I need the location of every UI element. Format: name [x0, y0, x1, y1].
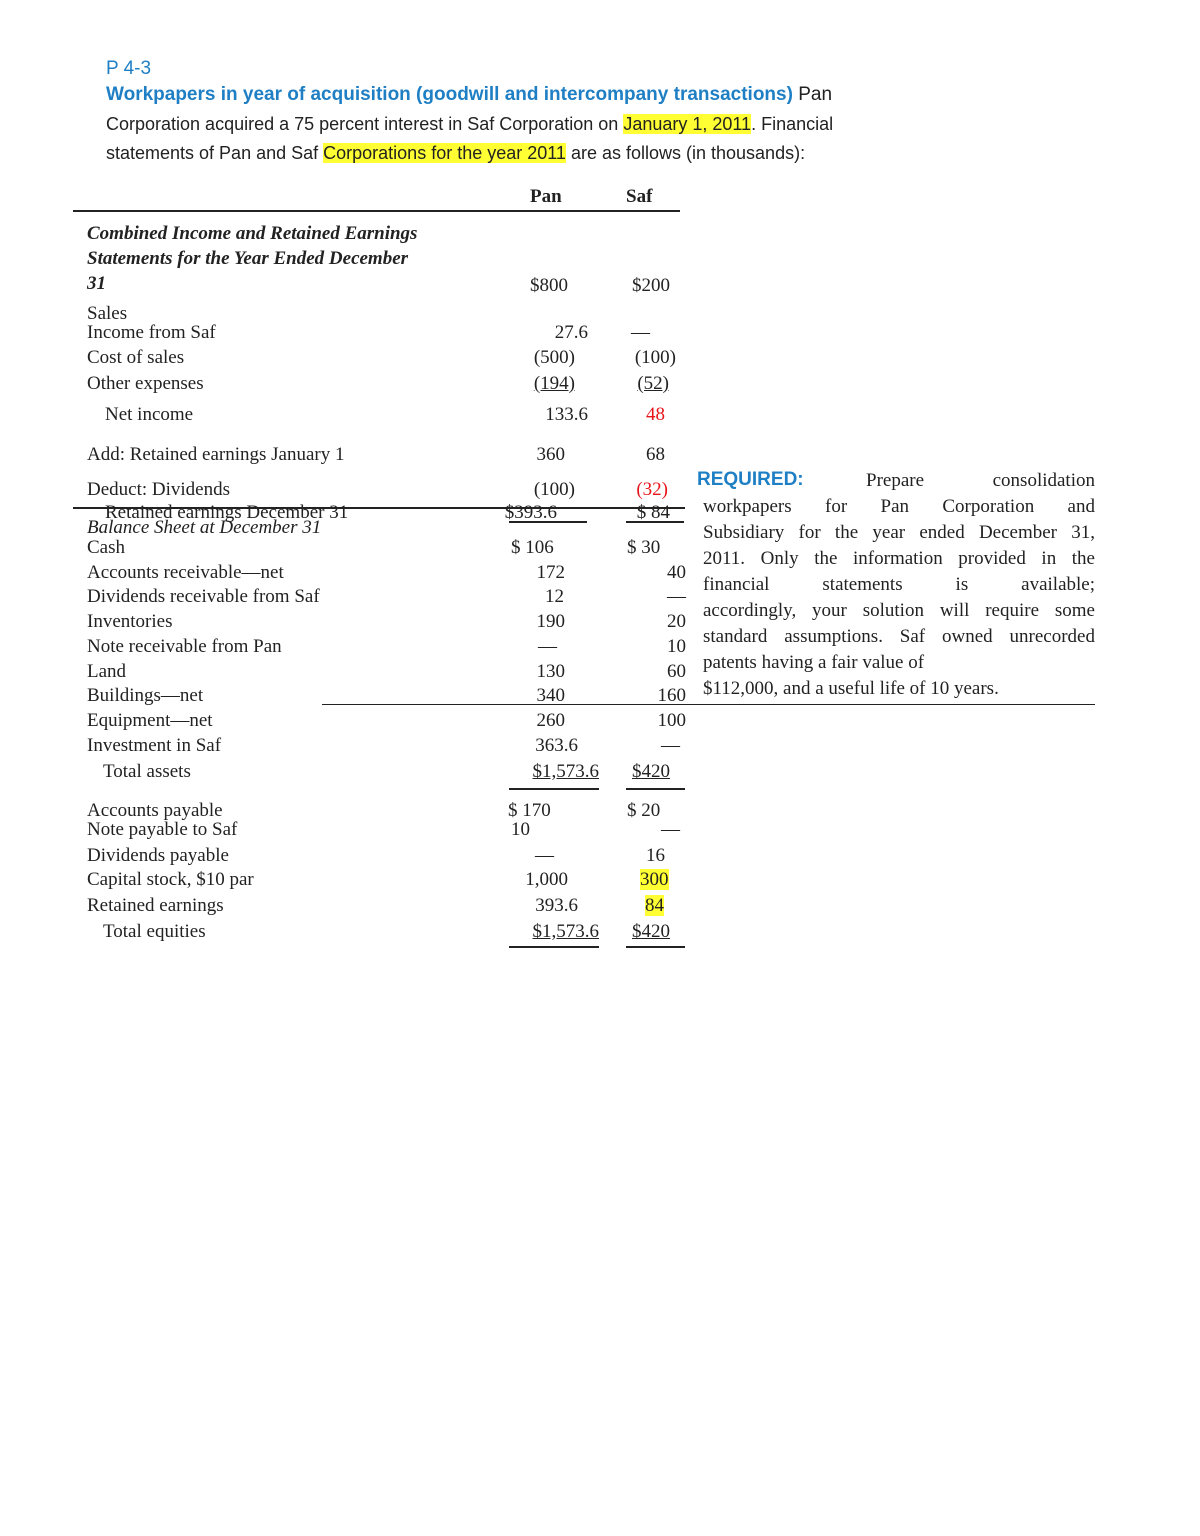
- saf-value: 68: [646, 444, 665, 465]
- saf-value: (100): [634, 347, 676, 368]
- pan-value: $800: [530, 275, 568, 296]
- pan-retained-dec31: $393.6: [504, 502, 557, 523]
- required-line: accordingly, your solution will require some: [703, 600, 1095, 621]
- problem-heading-line: [106, 84, 832, 106]
- required-line: patents having a fair value of: [703, 652, 925, 673]
- intro-text: Corporation acquired a 75 percent interest in Saf Corporation on: [106, 114, 624, 134]
- row-label: Net income: [105, 404, 194, 425]
- saf-double-rule: [626, 788, 685, 790]
- intro-text: . Financial: [751, 114, 834, 134]
- row-label-retained-dec31: Retained earnings December 31: [105, 502, 349, 523]
- saf-value: —: [661, 819, 680, 840]
- row-label: Dividends payable: [87, 845, 229, 866]
- intro-line-3: [106, 143, 805, 164]
- highlight: 300: [640, 869, 669, 890]
- row-label: Inventories: [87, 611, 173, 632]
- balance-heading: Balance Sheet at December 31: [87, 517, 322, 538]
- intro-line-2: [106, 114, 833, 135]
- row-label: Deduct: Dividends: [87, 479, 231, 500]
- saf-value: 20: [667, 611, 686, 632]
- column-header-saf: Saf: [626, 186, 653, 207]
- pan-double-rule: [509, 521, 587, 523]
- row-label: Land: [87, 661, 127, 682]
- row-label: Cash: [87, 537, 125, 558]
- row-label: Sales: [87, 303, 128, 324]
- saf-value: [640, 869, 669, 891]
- income-heading-line: Combined Income and Retained Earnings: [87, 223, 418, 244]
- row-label: Add: Retained earnings January 1: [87, 444, 345, 465]
- pan-value: $ 170: [508, 800, 551, 821]
- saf-value: —: [661, 735, 680, 756]
- row-label: Equipment—net: [87, 710, 213, 731]
- pan-value: 12: [545, 586, 564, 607]
- row-label: Investment in Saf: [87, 735, 222, 756]
- pan-value: $1,573.6: [532, 761, 599, 782]
- pan-value: 393.6: [535, 895, 578, 916]
- row-label: Total assets: [103, 761, 191, 782]
- saf-value: 16: [646, 845, 665, 866]
- pan-value: 260: [536, 710, 565, 731]
- row-label: Dividends receivable from Saf: [87, 586, 320, 607]
- saf-value: 100: [657, 710, 686, 731]
- saf-double-rule: [626, 946, 685, 948]
- pan-value: 363.6: [535, 735, 578, 756]
- pan-value: 190: [536, 611, 565, 632]
- pan-value: $1,573.6: [532, 921, 599, 942]
- section-rule: [73, 507, 685, 509]
- header-rule: [73, 210, 680, 212]
- row-label: Income from Saf: [87, 322, 216, 343]
- row-label: Cost of sales: [87, 347, 185, 368]
- intro-text: statements of Pan and Saf: [106, 143, 324, 163]
- row-label: Accounts receivable—net: [87, 562, 284, 583]
- row-label: Retained earnings: [87, 895, 224, 916]
- row-label: Note payable to Saf: [87, 819, 238, 840]
- pan-value: 133.6: [545, 404, 588, 425]
- required-line: standard assumptions. Saf owned unrecorded: [703, 626, 1095, 647]
- saf-retained-dec31: $ 84: [636, 502, 670, 523]
- required-line: financial statements is available;: [703, 574, 1095, 595]
- problem-heading: Workpapers in year of acquisition (goodwill and intercompany transactions): [106, 84, 793, 105]
- date-highlight: January 1, 2011: [623, 114, 752, 134]
- saf-value: $200: [632, 275, 670, 296]
- pan-double-rule: [509, 946, 599, 948]
- pan-value: (194): [533, 373, 575, 394]
- heading-suffix: Pan: [798, 84, 833, 105]
- required-line: 2011. Only the information provided in the: [703, 548, 1095, 569]
- saf-value: 40: [667, 562, 686, 583]
- required-line: Prepare consolidation: [866, 470, 1095, 491]
- row-label: Capital stock, $10 par: [87, 869, 254, 890]
- pan-value: $ 106: [511, 537, 554, 558]
- income-heading-line: Statements for the Year Ended December: [87, 248, 409, 269]
- saf-value: 60: [667, 661, 686, 682]
- column-header-pan: Pan: [530, 186, 562, 207]
- saf-value: 160: [657, 685, 686, 706]
- pan-value: 130: [536, 661, 565, 682]
- row-label: Other expenses: [87, 373, 204, 394]
- saf-value: (32): [636, 479, 668, 500]
- saf-value: $ 30: [627, 537, 661, 558]
- row-label: Accounts payable: [87, 800, 223, 821]
- required-label: REQUIRED:: [697, 469, 804, 490]
- required-line: workpapers for Pan Corporation and: [703, 496, 1095, 517]
- required-line: $112,000, and a useful life of 10 years.: [703, 678, 999, 699]
- row-label: Total equities: [103, 921, 206, 942]
- pan-double-rule: [509, 788, 599, 790]
- income-heading-line: 31: [87, 273, 106, 294]
- pan-value: 340: [536, 685, 565, 706]
- saf-value: (52): [637, 373, 669, 394]
- pan-value: 360: [536, 444, 565, 465]
- saf-value: —: [631, 322, 650, 343]
- pan-value: 27.6: [554, 322, 588, 343]
- problem-code: P 4-3: [106, 58, 152, 79]
- intro-text: are as follows (in thousands):: [565, 143, 806, 163]
- pan-value: 10: [511, 819, 530, 840]
- row-label: Buildings—net: [87, 685, 204, 706]
- saf-double-rule: [626, 521, 684, 523]
- saf-value: $ 20: [627, 800, 661, 821]
- saf-value: —: [667, 586, 686, 607]
- row-label: Note receivable from Pan: [87, 636, 282, 657]
- section-rule: [322, 704, 1095, 705]
- pan-value: —: [535, 845, 554, 866]
- saf-value: $420: [632, 761, 670, 782]
- income-heading: [87, 221, 417, 296]
- saf-value: [645, 895, 664, 917]
- saf-value: $420: [632, 921, 670, 942]
- pan-value: 172: [536, 562, 565, 583]
- saf-value: 10: [667, 636, 686, 657]
- pan-value: —: [538, 636, 557, 657]
- period-highlight: Corporations for the year 2011: [323, 143, 566, 163]
- pan-value: 1,000: [525, 869, 568, 890]
- saf-value: 48: [646, 404, 665, 425]
- pan-value: (500): [533, 347, 575, 368]
- highlight: 84: [645, 895, 664, 916]
- pan-value: (100): [533, 479, 575, 500]
- required-line: Subsidiary for the year ended December 31,: [703, 522, 1095, 543]
